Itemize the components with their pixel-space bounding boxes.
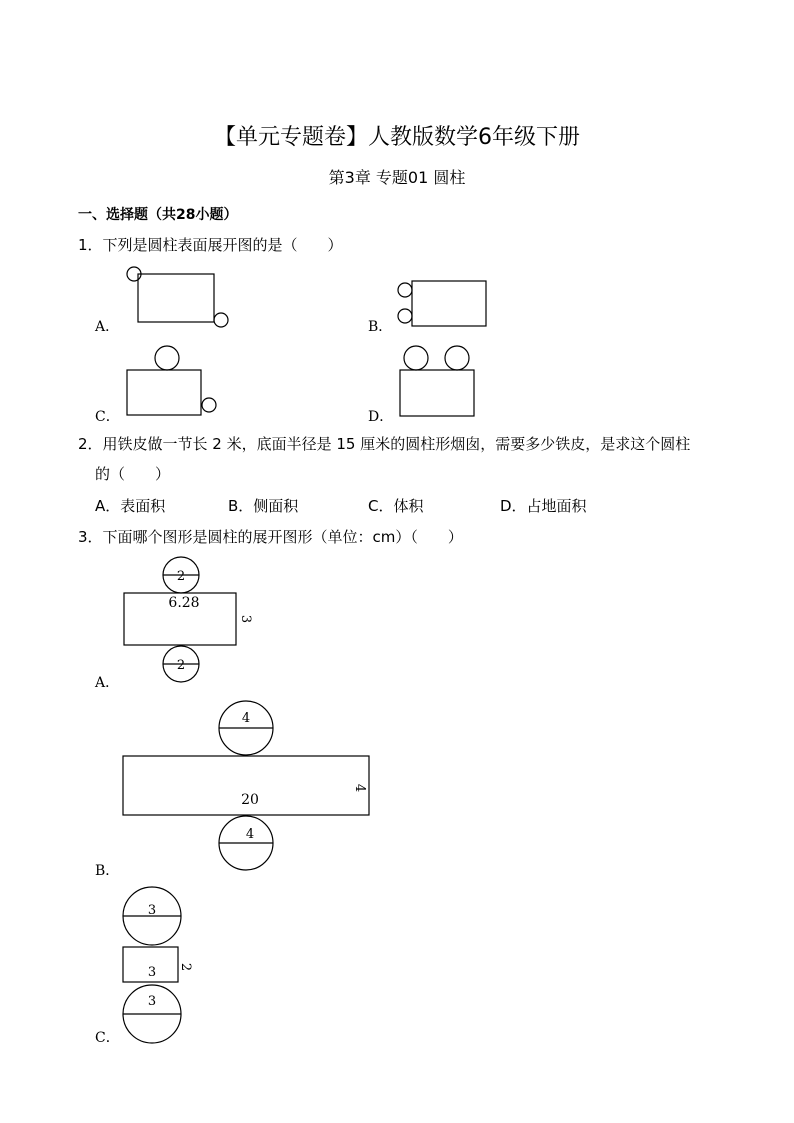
question-2-stem-line1: 2．用铁皮做一节长 2 米，底面半径是 15 厘米的圆柱形烟囱，需要多少铁皮，是求这个圆柱 <box>78 435 691 453</box>
q1a-circle-bottom <box>214 313 228 327</box>
page-title: 【单元专题卷】人教版数学6年级下册 <box>214 125 580 150</box>
q3-option-a-label[interactable]: A． <box>95 675 120 691</box>
q1-option-a-label[interactable]: A． <box>95 319 120 335</box>
q3a-width-label: 6.28 <box>168 595 200 611</box>
q1d-circle-right <box>445 346 469 370</box>
q1a-rect <box>138 274 214 322</box>
q2-option-d[interactable]: D．占地面积 <box>500 497 587 515</box>
q1c-circle-small <box>202 398 216 412</box>
q1-figure-d[interactable] <box>395 345 495 417</box>
q1-figure-c[interactable] <box>120 345 230 417</box>
q3b-width-label: 20 <box>241 792 259 808</box>
q1c-rect <box>127 370 201 415</box>
q3-option-b-label[interactable]: B． <box>95 863 120 879</box>
q1b-rect <box>412 281 486 326</box>
q3b-height-label: 4 <box>352 783 367 793</box>
q1b-circle-top <box>398 283 412 297</box>
q1d-rect <box>400 370 474 416</box>
question-3-stem: 3．下面哪个图形是圆柱的展开图形（单位：cm）（ ） <box>78 528 463 546</box>
q3a-circle-top-label: 2 <box>176 569 186 584</box>
q1c-circle-top <box>155 346 179 370</box>
q3b-circle-top-label: 4 <box>241 711 251 726</box>
q3b-circle-bottom-label: 4 <box>245 827 255 842</box>
q3c-circle-top-label: 3 <box>147 903 157 918</box>
q3-option-c-label[interactable]: C． <box>95 1030 120 1046</box>
q1-option-c-label[interactable]: C． <box>95 409 120 425</box>
q1-option-b-label[interactable]: B． <box>368 319 393 335</box>
q3c-width-label: 3 <box>147 965 157 980</box>
q2-option-a[interactable]: A．表面积 <box>95 497 166 515</box>
q3-figure-a[interactable] <box>120 555 260 690</box>
q1-figure-a[interactable] <box>120 260 240 330</box>
q1-option-d-label[interactable]: D． <box>368 409 394 425</box>
q1b-circle-bottom <box>398 309 412 323</box>
q3c-height-label: 2 <box>178 962 193 972</box>
question-2-stem-line2: 的（ ） <box>95 465 171 483</box>
q2-option-c[interactable]: C．体积 <box>368 497 424 515</box>
q3c-circle-bottom-label: 3 <box>147 994 157 1009</box>
q3a-circle-bottom-label: 2 <box>176 658 186 673</box>
q2-option-b[interactable]: B．侧面积 <box>228 497 299 515</box>
q1d-circle-left <box>404 346 428 370</box>
page-subtitle: 第3章 专题01 圆柱 <box>328 168 466 187</box>
q3-figure-b[interactable] <box>120 700 380 870</box>
q3-figure-c[interactable] <box>120 885 210 1045</box>
section-heading: 一、选择题（共28小题） <box>78 207 238 223</box>
q1-figure-b[interactable] <box>395 278 495 330</box>
q3a-height-label: 3 <box>238 614 253 624</box>
question-1-stem: 1．下列是圆柱表面展开图的是（ ） <box>78 236 343 254</box>
